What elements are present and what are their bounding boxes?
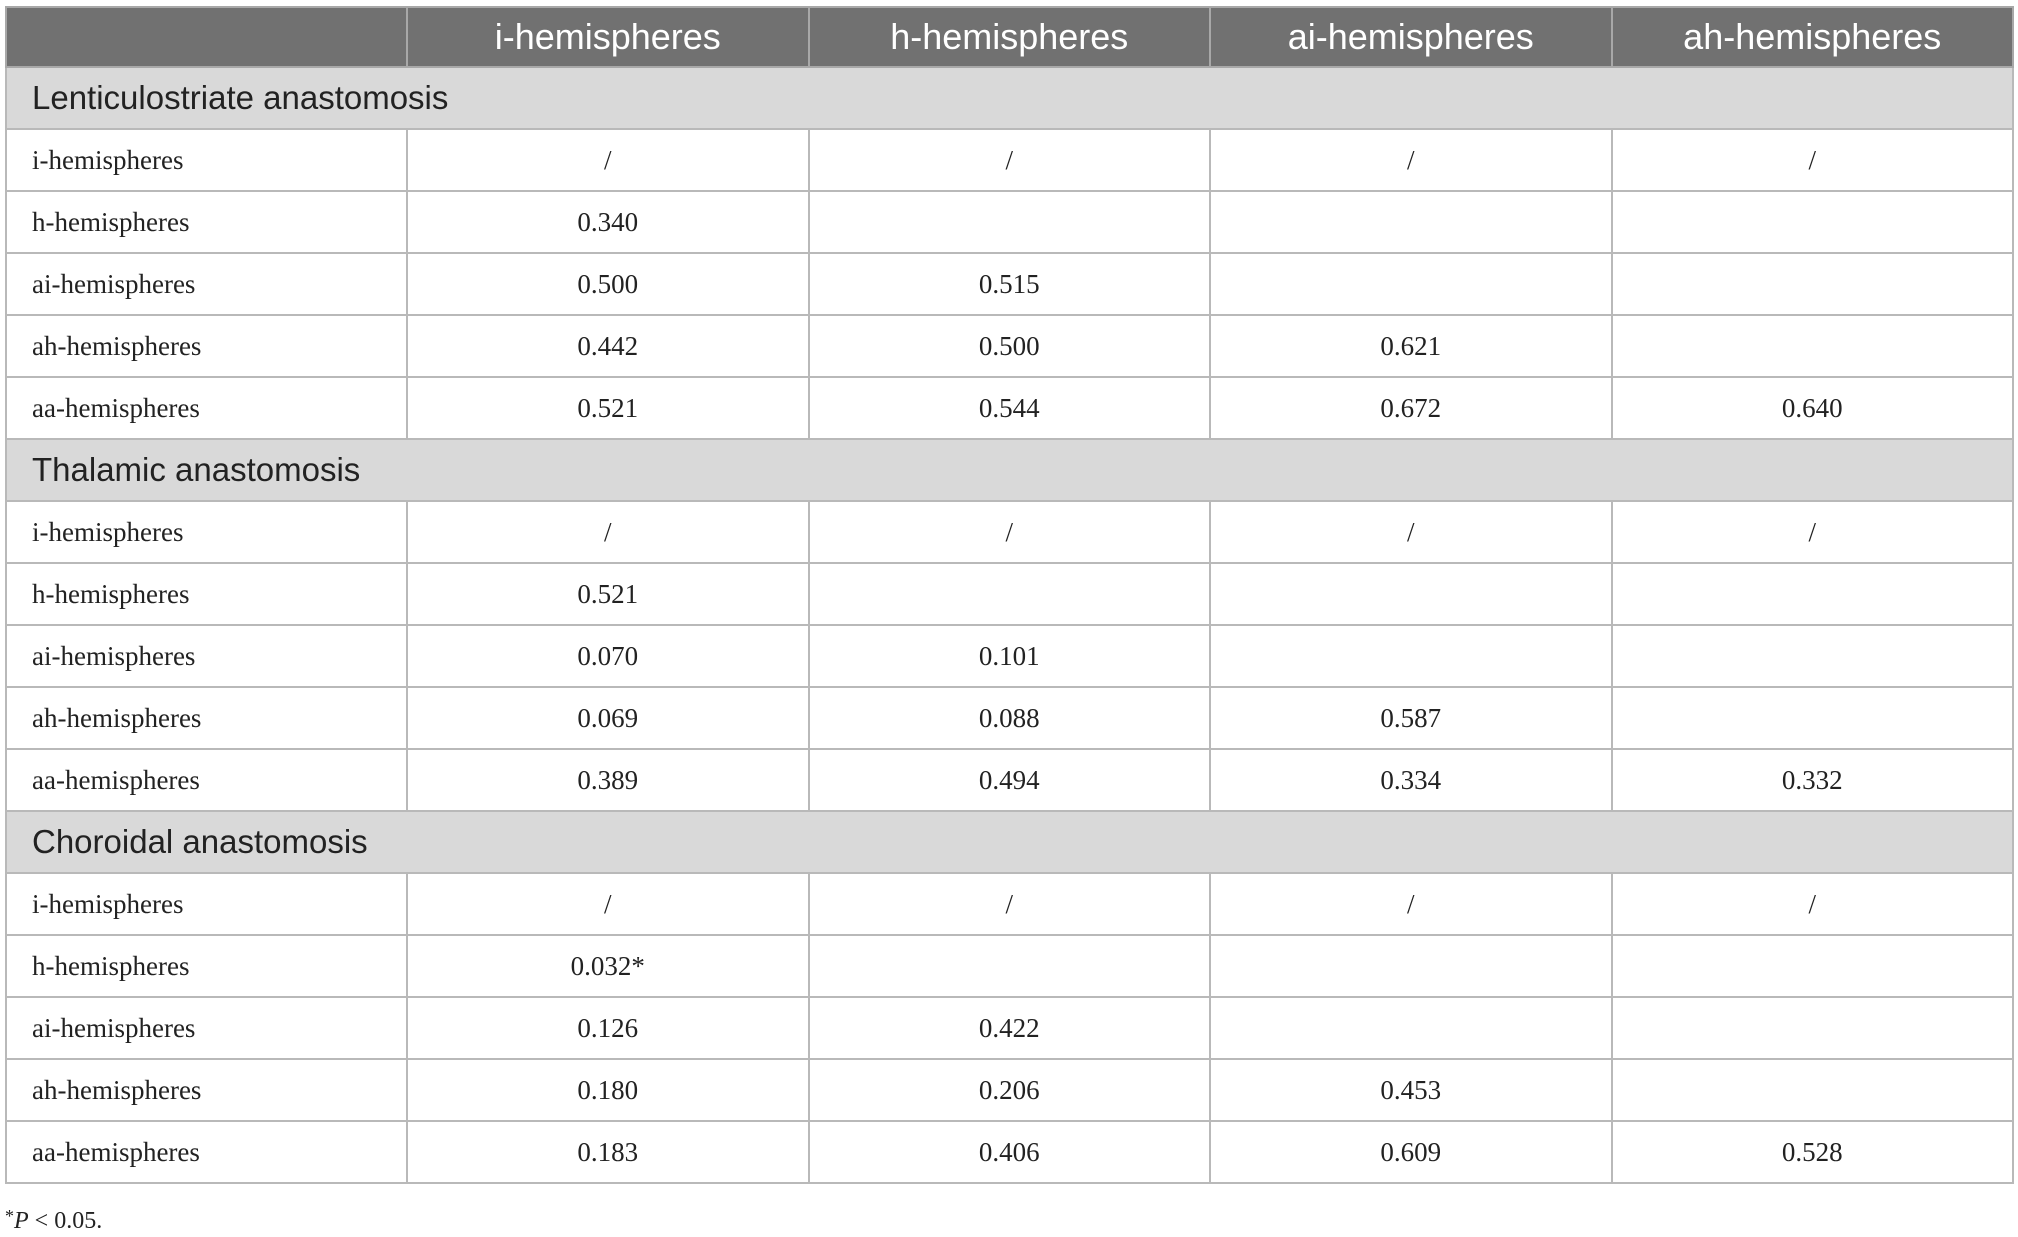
p-value-cell: / xyxy=(407,129,809,191)
p-value-cell: 0.422 xyxy=(809,997,1211,1059)
section-header-row xyxy=(6,811,2013,873)
p-value-cell xyxy=(1612,253,2014,315)
table-row xyxy=(6,935,2013,997)
p-value-cell: 0.180 xyxy=(407,1059,809,1121)
comparison-table xyxy=(5,6,2014,1184)
row-label: ai-hemispheres xyxy=(6,997,407,1059)
row-label: h-hemispheres xyxy=(6,935,407,997)
header-cell-i-hemispheres: i-hemispheres xyxy=(407,7,809,67)
row-label: ah-hemispheres xyxy=(6,687,407,749)
p-value-cell: / xyxy=(809,501,1211,563)
p-value-cell: 0.515 xyxy=(809,253,1211,315)
p-value-cell: 0.521 xyxy=(407,563,809,625)
table-row xyxy=(6,501,2013,563)
row-label: i-hemispheres xyxy=(6,501,407,563)
p-value-cell: 0.101 xyxy=(809,625,1211,687)
table-row xyxy=(6,625,2013,687)
section-header-row xyxy=(6,67,2013,129)
row-label: i-hemispheres xyxy=(6,873,407,935)
p-value-cell xyxy=(809,935,1211,997)
p-value-cell xyxy=(1210,191,1612,253)
p-value-cell xyxy=(1612,935,2014,997)
p-value-cell: 0.070 xyxy=(407,625,809,687)
p-value-cell xyxy=(1612,563,2014,625)
table-row xyxy=(6,563,2013,625)
p-value-cell: / xyxy=(407,501,809,563)
table-row xyxy=(6,129,2013,191)
p-value-cell: 0.544 xyxy=(809,377,1211,439)
table-row xyxy=(6,997,2013,1059)
section-title-choroidal-anastomosis: Choroidal anastomosis xyxy=(6,811,2013,873)
p-value-cell: 0.640 xyxy=(1612,377,2014,439)
row-label: h-hemispheres xyxy=(6,563,407,625)
p-value-cell xyxy=(809,563,1211,625)
p-value-cell xyxy=(809,191,1211,253)
p-value-cell: 0.494 xyxy=(809,749,1211,811)
p-value-cell: 0.032* xyxy=(407,935,809,997)
p-value-cell: 0.126 xyxy=(407,997,809,1059)
p-value-cell: 0.621 xyxy=(1210,315,1612,377)
p-value-cell xyxy=(1210,253,1612,315)
p-value-cell: / xyxy=(1612,129,2014,191)
p-value-cell: 0.389 xyxy=(407,749,809,811)
p-value-cell xyxy=(1612,191,2014,253)
table-header xyxy=(6,7,2013,67)
p-value-cell: 0.069 xyxy=(407,687,809,749)
section-title-lenticulostriate-anastomosis: Lenticulostriate anastomosis xyxy=(6,67,2013,129)
p-value-cell: / xyxy=(1210,501,1612,563)
p-value-cell: 0.332 xyxy=(1612,749,2014,811)
p-value-cell: 0.500 xyxy=(809,315,1211,377)
footnote-symbol: * xyxy=(5,1206,14,1226)
table-row xyxy=(6,687,2013,749)
p-value-cell: 0.406 xyxy=(809,1121,1211,1183)
p-value-cell: 0.500 xyxy=(407,253,809,315)
p-value-cell: / xyxy=(809,129,1211,191)
p-value-cell xyxy=(1612,997,2014,1059)
p-value-cell xyxy=(1210,935,1612,997)
p-value-cell: 0.334 xyxy=(1210,749,1612,811)
p-value-cell xyxy=(1612,625,2014,687)
p-value-cell xyxy=(1210,563,1612,625)
p-value-cell: 0.206 xyxy=(809,1059,1211,1121)
p-value-cell: / xyxy=(1210,873,1612,935)
table-footnote xyxy=(5,1206,102,1235)
header-cell-h-hemispheres: h-hemispheres xyxy=(809,7,1211,67)
row-label: h-hemispheres xyxy=(6,191,407,253)
header-cell-ah-hemispheres: ah-hemispheres xyxy=(1612,7,2014,67)
p-value-cell: 0.088 xyxy=(809,687,1211,749)
p-value-cell xyxy=(1612,687,2014,749)
p-value-cell: 0.672 xyxy=(1210,377,1612,439)
footnote-text: < 0.05. xyxy=(28,1208,103,1234)
p-value-cell: 0.442 xyxy=(407,315,809,377)
table-row xyxy=(6,191,2013,253)
p-value-cell: / xyxy=(809,873,1211,935)
header-cell-ai-hemispheres: ai-hemispheres xyxy=(1210,7,1612,67)
row-label: ai-hemispheres xyxy=(6,625,407,687)
p-value-cell: 0.340 xyxy=(407,191,809,253)
p-value-cell xyxy=(1210,625,1612,687)
row-label: ai-hemispheres xyxy=(6,253,407,315)
row-label: ah-hemispheres xyxy=(6,1059,407,1121)
row-label: ah-hemispheres xyxy=(6,315,407,377)
row-label: aa-hemispheres xyxy=(6,1121,407,1183)
p-value-cell: / xyxy=(1612,873,2014,935)
p-value-cell: / xyxy=(1612,501,2014,563)
table-row xyxy=(6,253,2013,315)
row-label: aa-hemispheres xyxy=(6,749,407,811)
table-row xyxy=(6,1059,2013,1121)
section-title-thalamic-anastomosis: Thalamic anastomosis xyxy=(6,439,2013,501)
header-cell-corner xyxy=(6,7,407,67)
p-value-cell: 0.528 xyxy=(1612,1121,2014,1183)
comparison-table-container xyxy=(5,6,2012,1184)
section-header-row xyxy=(6,439,2013,501)
table-row xyxy=(6,377,2013,439)
table-row xyxy=(6,873,2013,935)
p-value-cell: / xyxy=(1210,129,1612,191)
p-value-cell xyxy=(1612,315,2014,377)
p-value-cell: 0.521 xyxy=(407,377,809,439)
p-value-cell: 0.453 xyxy=(1210,1059,1612,1121)
p-value-cell xyxy=(1612,1059,2014,1121)
p-value-cell xyxy=(1210,997,1612,1059)
p-value-cell: 0.183 xyxy=(407,1121,809,1183)
row-label: aa-hemispheres xyxy=(6,377,407,439)
p-value-cell: / xyxy=(407,873,809,935)
table-row xyxy=(6,749,2013,811)
header-row xyxy=(6,7,2013,67)
table-row xyxy=(6,1121,2013,1183)
p-value-cell: 0.587 xyxy=(1210,687,1612,749)
table-row xyxy=(6,315,2013,377)
table-body xyxy=(6,67,2013,1183)
row-label: i-hemispheres xyxy=(6,129,407,191)
p-value-cell: 0.609 xyxy=(1210,1121,1612,1183)
footnote-variable: P xyxy=(14,1208,29,1234)
